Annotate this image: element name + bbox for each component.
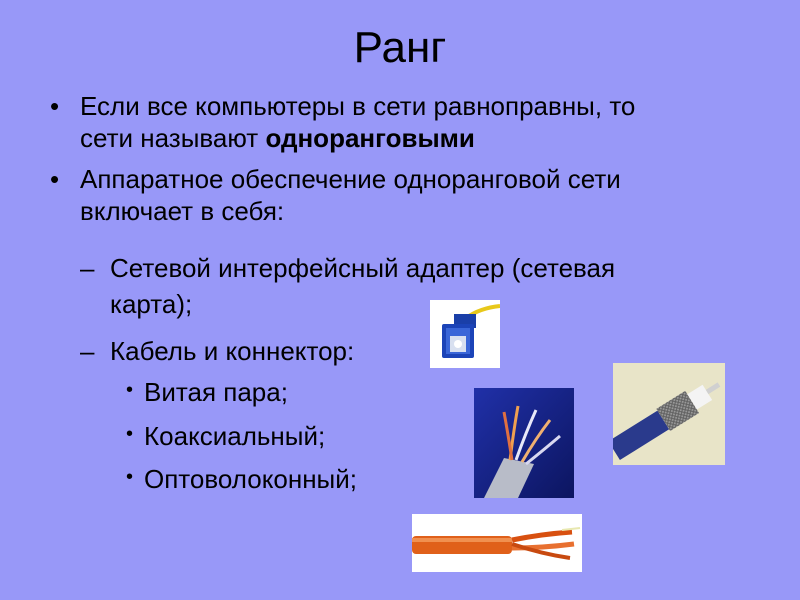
bullet-marker: • — [126, 423, 134, 445]
bullet-text: включает в себя: — [80, 196, 285, 226]
bullet-text: Если все компьютеры в сети равноправны, то — [80, 91, 636, 121]
slide-title: Ранг — [353, 23, 447, 72]
bullet-marker: • — [126, 379, 134, 401]
cable-type-text: Коаксиальный; — [144, 421, 326, 451]
sub-item-text: Сетевой интерфейсный адаптер (сетевая — [110, 253, 616, 283]
fiber-optic-photo — [412, 514, 582, 572]
dash-marker: – — [80, 253, 95, 283]
sub-item-text: карта); — [110, 289, 193, 319]
bullet-text: Аппаратное обеспечение одноранговой сети — [80, 164, 621, 194]
cable-type-text: Оптоволоконный; — [144, 464, 357, 494]
sub-item-text: Кабель и коннектор: — [110, 336, 355, 366]
connector-photo — [430, 300, 500, 368]
bullet-text-prefix: сети называют — [80, 123, 266, 153]
bullet-marker: • — [126, 466, 134, 488]
bullet-text-bold: одноранговыми — [265, 123, 475, 153]
twisted-pair-photo — [474, 388, 574, 498]
coaxial-cable-photo — [613, 363, 725, 465]
dash-marker: – — [80, 336, 95, 366]
bullet-marker: • — [50, 164, 60, 194]
bullet-marker: • — [50, 91, 60, 121]
cable-type-text: Витая пара; — [144, 377, 288, 407]
bullet-text — [80, 122, 475, 154]
